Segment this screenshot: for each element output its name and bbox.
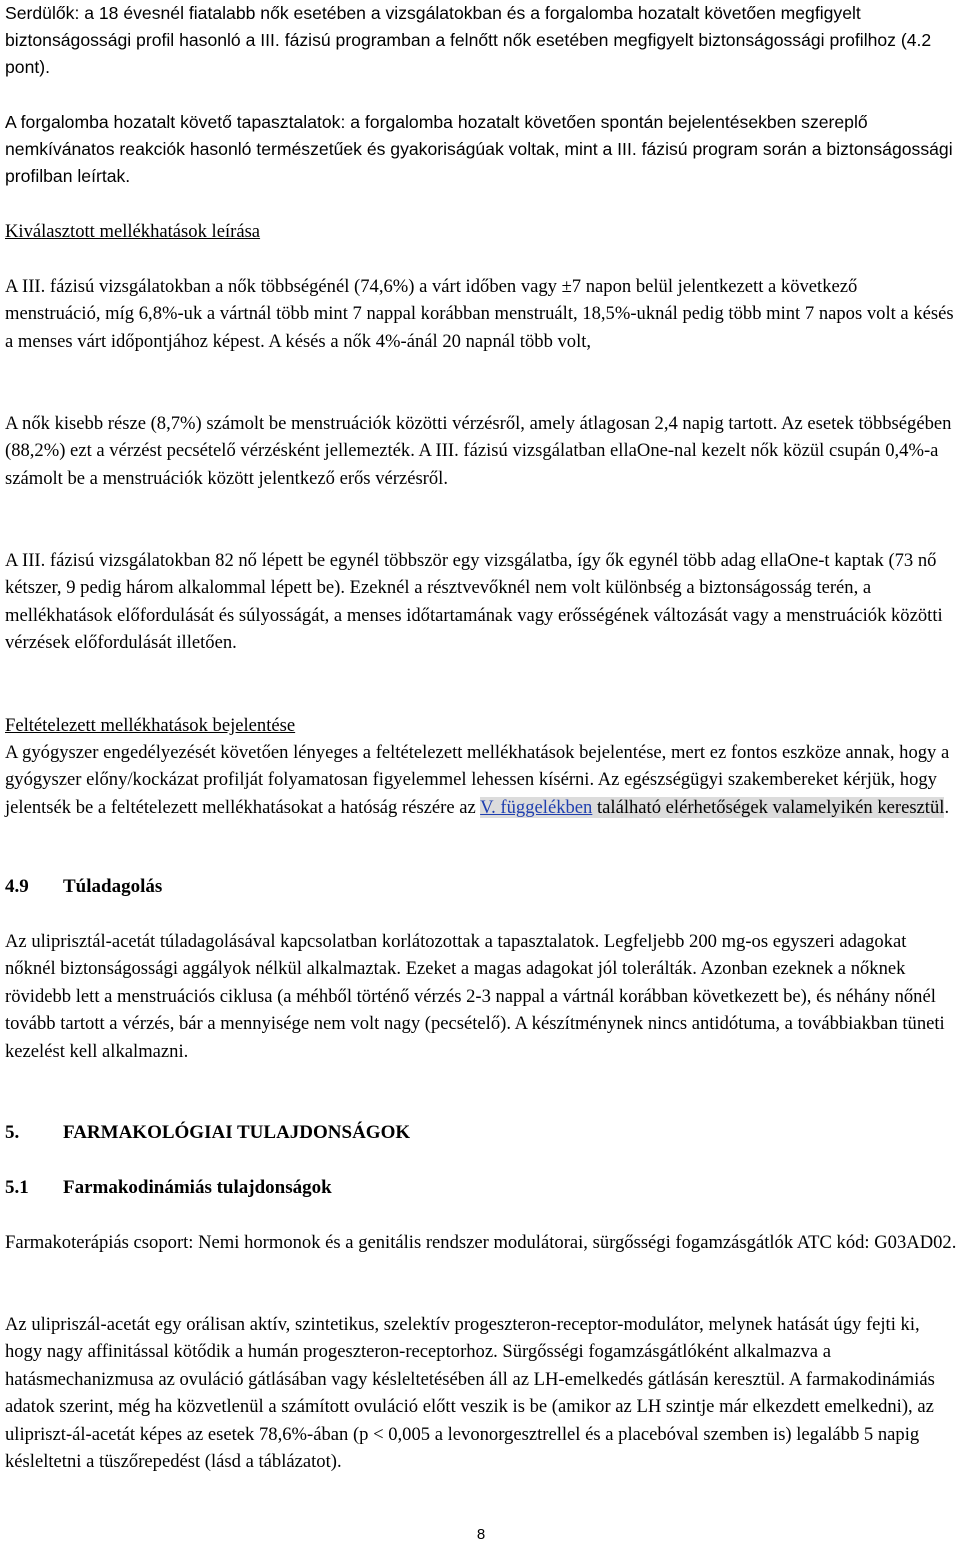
page-number: 8 xyxy=(476,1526,486,1543)
section-5-heading xyxy=(5,1119,957,1146)
section-5-title: FARMAKOLÓGIAI TULAJDONSÁGOK xyxy=(63,1122,411,1143)
section-4-9-heading xyxy=(5,873,957,900)
paragraph-82-no: A III. fázisú vizsgálatokban 82 nő lépett be egynél többször egy vizsgálatba, így ők egynél több adag ellaOne-t kaptak (73 nő kétszer, 9 pedig három alkalommal lépett be). Ezeknél a résztvevőknél nem volt különbség a biztonságosság terén, a mellékhatások előfordulását és súlyosságát, a menses időtartamának vagy erősségének változását vagy a menstruációk közötti vérzések előfordulását illetően. xyxy=(5,550,943,654)
appendix-v-link[interactable]: V. függelékben xyxy=(480,796,593,818)
paragraph-ulipriszt-acetat: Az ulipriszál-acetát egy orálisan aktív, szintetikus, szelektív progeszteron-receptor-modulátor, melynek hatását úgy fejti ki, hogy nagy affinitással kötődik a humán progeszteron-receptorhoz. Sürgősségi fogamzásgátlóként alkalmazva a hatásmechanizmusa az ovuláció gátlásában vagy késleltetésében áll az LH-emelkedés gátlásán keresztül. A farmakodinámiás adatok szerint, még ha közvetlenül a számított ovuláció előtt veszik is be (amikor az LH szintje már elkezdett emelkedni), az ulipriszt-ál-acetát képes az esetek 78,6%-ában (p < 0,005 a levonorgesztrellel és a placebóval szemben is) legalább 5 napig késleltetni a tüszőrepedést (lásd a táblázatot). xyxy=(5,1314,935,1473)
paragraph-bejelentes xyxy=(5,739,957,821)
section-5-1-number: 5.1 xyxy=(5,1177,29,1198)
paragraph-farmakoterapias-csoport: Farmakoterápiás csoport: Nemi hormonok és a genitális rendszer modulátorai, sürgősségi fogamzásgátlók ATC kód: G03AD02. xyxy=(5,1232,957,1253)
heading-kivalasztott-mellekhatasok: Kiválasztott mellékhatások leírása xyxy=(5,221,261,242)
section-5-1-title: Farmakodinámiás tulajdonságok xyxy=(63,1177,332,1198)
paragraph-forgalomba-hozatalt: A forgalomba hozatalt követő tapasztalatok: a forgalomba hozatalt követően spontán bejelentésekben szereplő nemkívánatos reakciók hasonló természetűek és gyakoriságúak voltak, mint a III. fázisú program során a biztonságossági profilban leírtak. xyxy=(5,112,953,186)
paragraph-serdulok: Serdülők: a 18 évesnél fiatalabb nők esetében a vizsgálatokban és a forgalomba hozatalt követően megfigyelt biztonságossági profil hasonló a III. fázisú programban a felnőtt nők esetében megfigyelt biztonságossági profilhoz (4.2 pont). xyxy=(5,3,932,77)
heading-feltetelezett-mellekhatasok: Feltételezett mellékhatások bejelentése xyxy=(5,715,296,736)
section-5-number: 5. xyxy=(5,1122,20,1143)
paragraph-menstruacio: A III. fázisú vizsgálatokban a nők többségénél (74,6%) a várt időben vagy ±7 napon belül jelentkezett a következő menstruáció, míg 6,8%-uk a vártnál több mint 7 nappal korábban menstruált, 18,5%-uknál pedig több mint 7 napos volt a késés a menses várt időpontjához képest. A késés a nők 4%-ánál 20 napnál több volt, xyxy=(5,276,954,352)
section-5-1-heading xyxy=(5,1174,957,1201)
paragraph-tuladagolas: Az uliprisztál-acetát túladagolásával kapcsolatban korlátozottak a tapasztalatok. Legfeljebb 200 mg-os egyszeri adagokat nőknél biztonságossági aggályok nélkül alkalmaztak. Ezeket a magas adagokat jól tolerálták. Azonban ezeknek a nőknek rövidebb lett a menstruációs ciklusa (a méhből történő vérzés 2-3 nappal a vártnál korábban következett be), és néhány nőnél tovább tartott a vérzés, bár a mennyisége nem volt nagy (pecsételő). A készítménynek nincs antidótuma, a továbbiakban tüneti kezelést kell alkalmazni. xyxy=(5,931,945,1062)
bejelentes-text: A gyógyszer engedélyezését követően lényeges a feltételezett mellékhatások bejelentése, mert ez fontos eszköze annak, hogy a gyógyszer előny/kockázat profilját folyamatosan figyelemmel lehessen kísérni. Az egészségügyi szakembereket kérjük, hogy jelentsék be a feltételezett mellékhatásokat a hatóság részére az xyxy=(5,742,950,818)
bejelentes-period: . xyxy=(944,796,950,818)
paragraph-verzes: A nők kisebb része (8,7%) számolt be menstruációk közötti vérzésről, amely átlagosan 2,4 napig tartott. Az esetek többségében (88,2%) ezt a vérzést pecsételő vérzésként jellemezték. A III. fázisú vizsgálatban ellaOne-nal kezelt nők közül csupán 0,4%-a számolt be a menstruációk között jelentkező erős vérzésről. xyxy=(5,413,952,489)
highlighted-text xyxy=(480,797,944,818)
section-4-9-title: Túladagolás xyxy=(63,876,163,897)
bejelentes-end-text: található elérhetőségek valamelyikén keresztül xyxy=(592,796,945,818)
section-4-9-number: 4.9 xyxy=(5,876,29,897)
